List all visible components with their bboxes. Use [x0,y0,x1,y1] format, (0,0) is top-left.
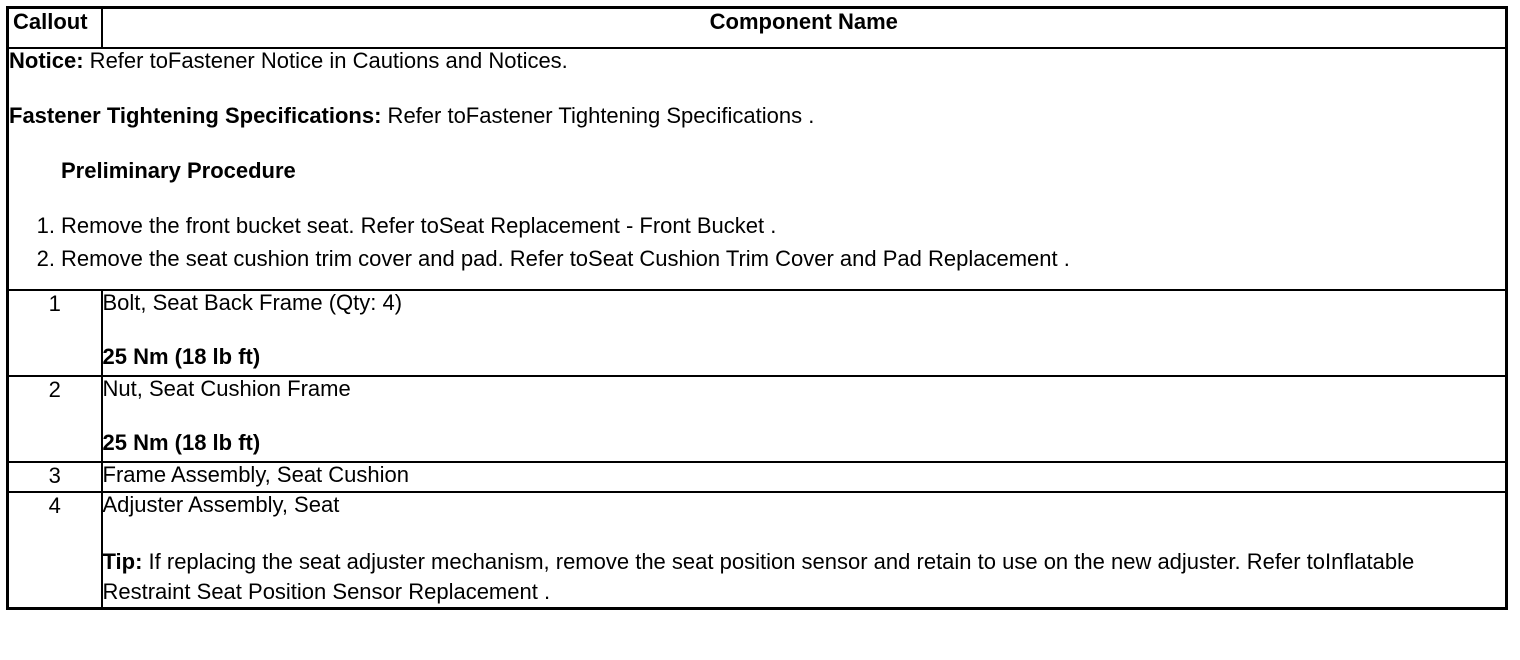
component-name-cell [102,290,1507,376]
step-number: 1. [36,213,55,238]
callout-number: 2 [8,376,102,462]
component-name: Frame Assembly, Seat Cushion [102,462,409,487]
torque-spec: 25 Nm (18 lb ft) [102,344,261,369]
tip-label: Tip: [102,549,143,574]
tip-note [103,547,1506,607]
table-row [8,462,1507,492]
notice-line [9,49,1505,73]
table-header-row [8,8,1507,49]
component-name-cell [102,462,1507,492]
procedure-steps [9,214,1505,271]
table-row [8,290,1507,376]
step-text: Remove the seat cushion trim cover and pad. Refer toSeat Cushion Trim Cover and Pad Replacement . [61,246,1070,271]
preliminary-procedure-heading: Preliminary Procedure [61,158,296,183]
component-name: Adjuster Assembly, Seat [102,492,340,517]
component-name-column-header: Component Name [102,8,1507,49]
procedure-step [9,214,1505,238]
callout-number: 4 [8,492,102,609]
step-text: Remove the front bucket seat. Refer toSeat Replacement - Front Bucket . [61,213,777,238]
component-name: Nut, Seat Cushion Frame [102,376,351,401]
tip-text: If replacing the seat adjuster mechanism, remove the seat position sensor and retain to use on the new adjuster. Refer toInflatable Restraint Seat Position Sensor Replacement . [102,549,1415,604]
fastener-spec-label: Fastener Tightening Specifications: [9,103,382,128]
torque-spec: 25 Nm (18 lb ft) [102,430,261,455]
component-name-cell [102,492,1507,609]
preamble-cell [8,48,1507,290]
step-number: 2. [36,246,55,271]
fastener-spec-line [9,104,1505,128]
procedure-step [9,247,1505,271]
component-name-cell [102,376,1507,462]
callout-number: 3 [8,462,102,492]
fastener-spec-text: Refer toFastener Tightening Specifications . [381,103,815,128]
notice-label: Notice: [9,48,84,73]
component-name: Bolt, Seat Back Frame (Qty: 4) [102,290,403,315]
callout-column-header: Callout [8,8,102,49]
table-row [8,492,1507,609]
preamble-row [8,48,1507,290]
component-table [6,6,1508,610]
notice-text: Refer toFastener Notice in Cautions and Notices. [83,48,568,73]
callout-number: 1 [8,290,102,376]
table-row [8,376,1507,462]
